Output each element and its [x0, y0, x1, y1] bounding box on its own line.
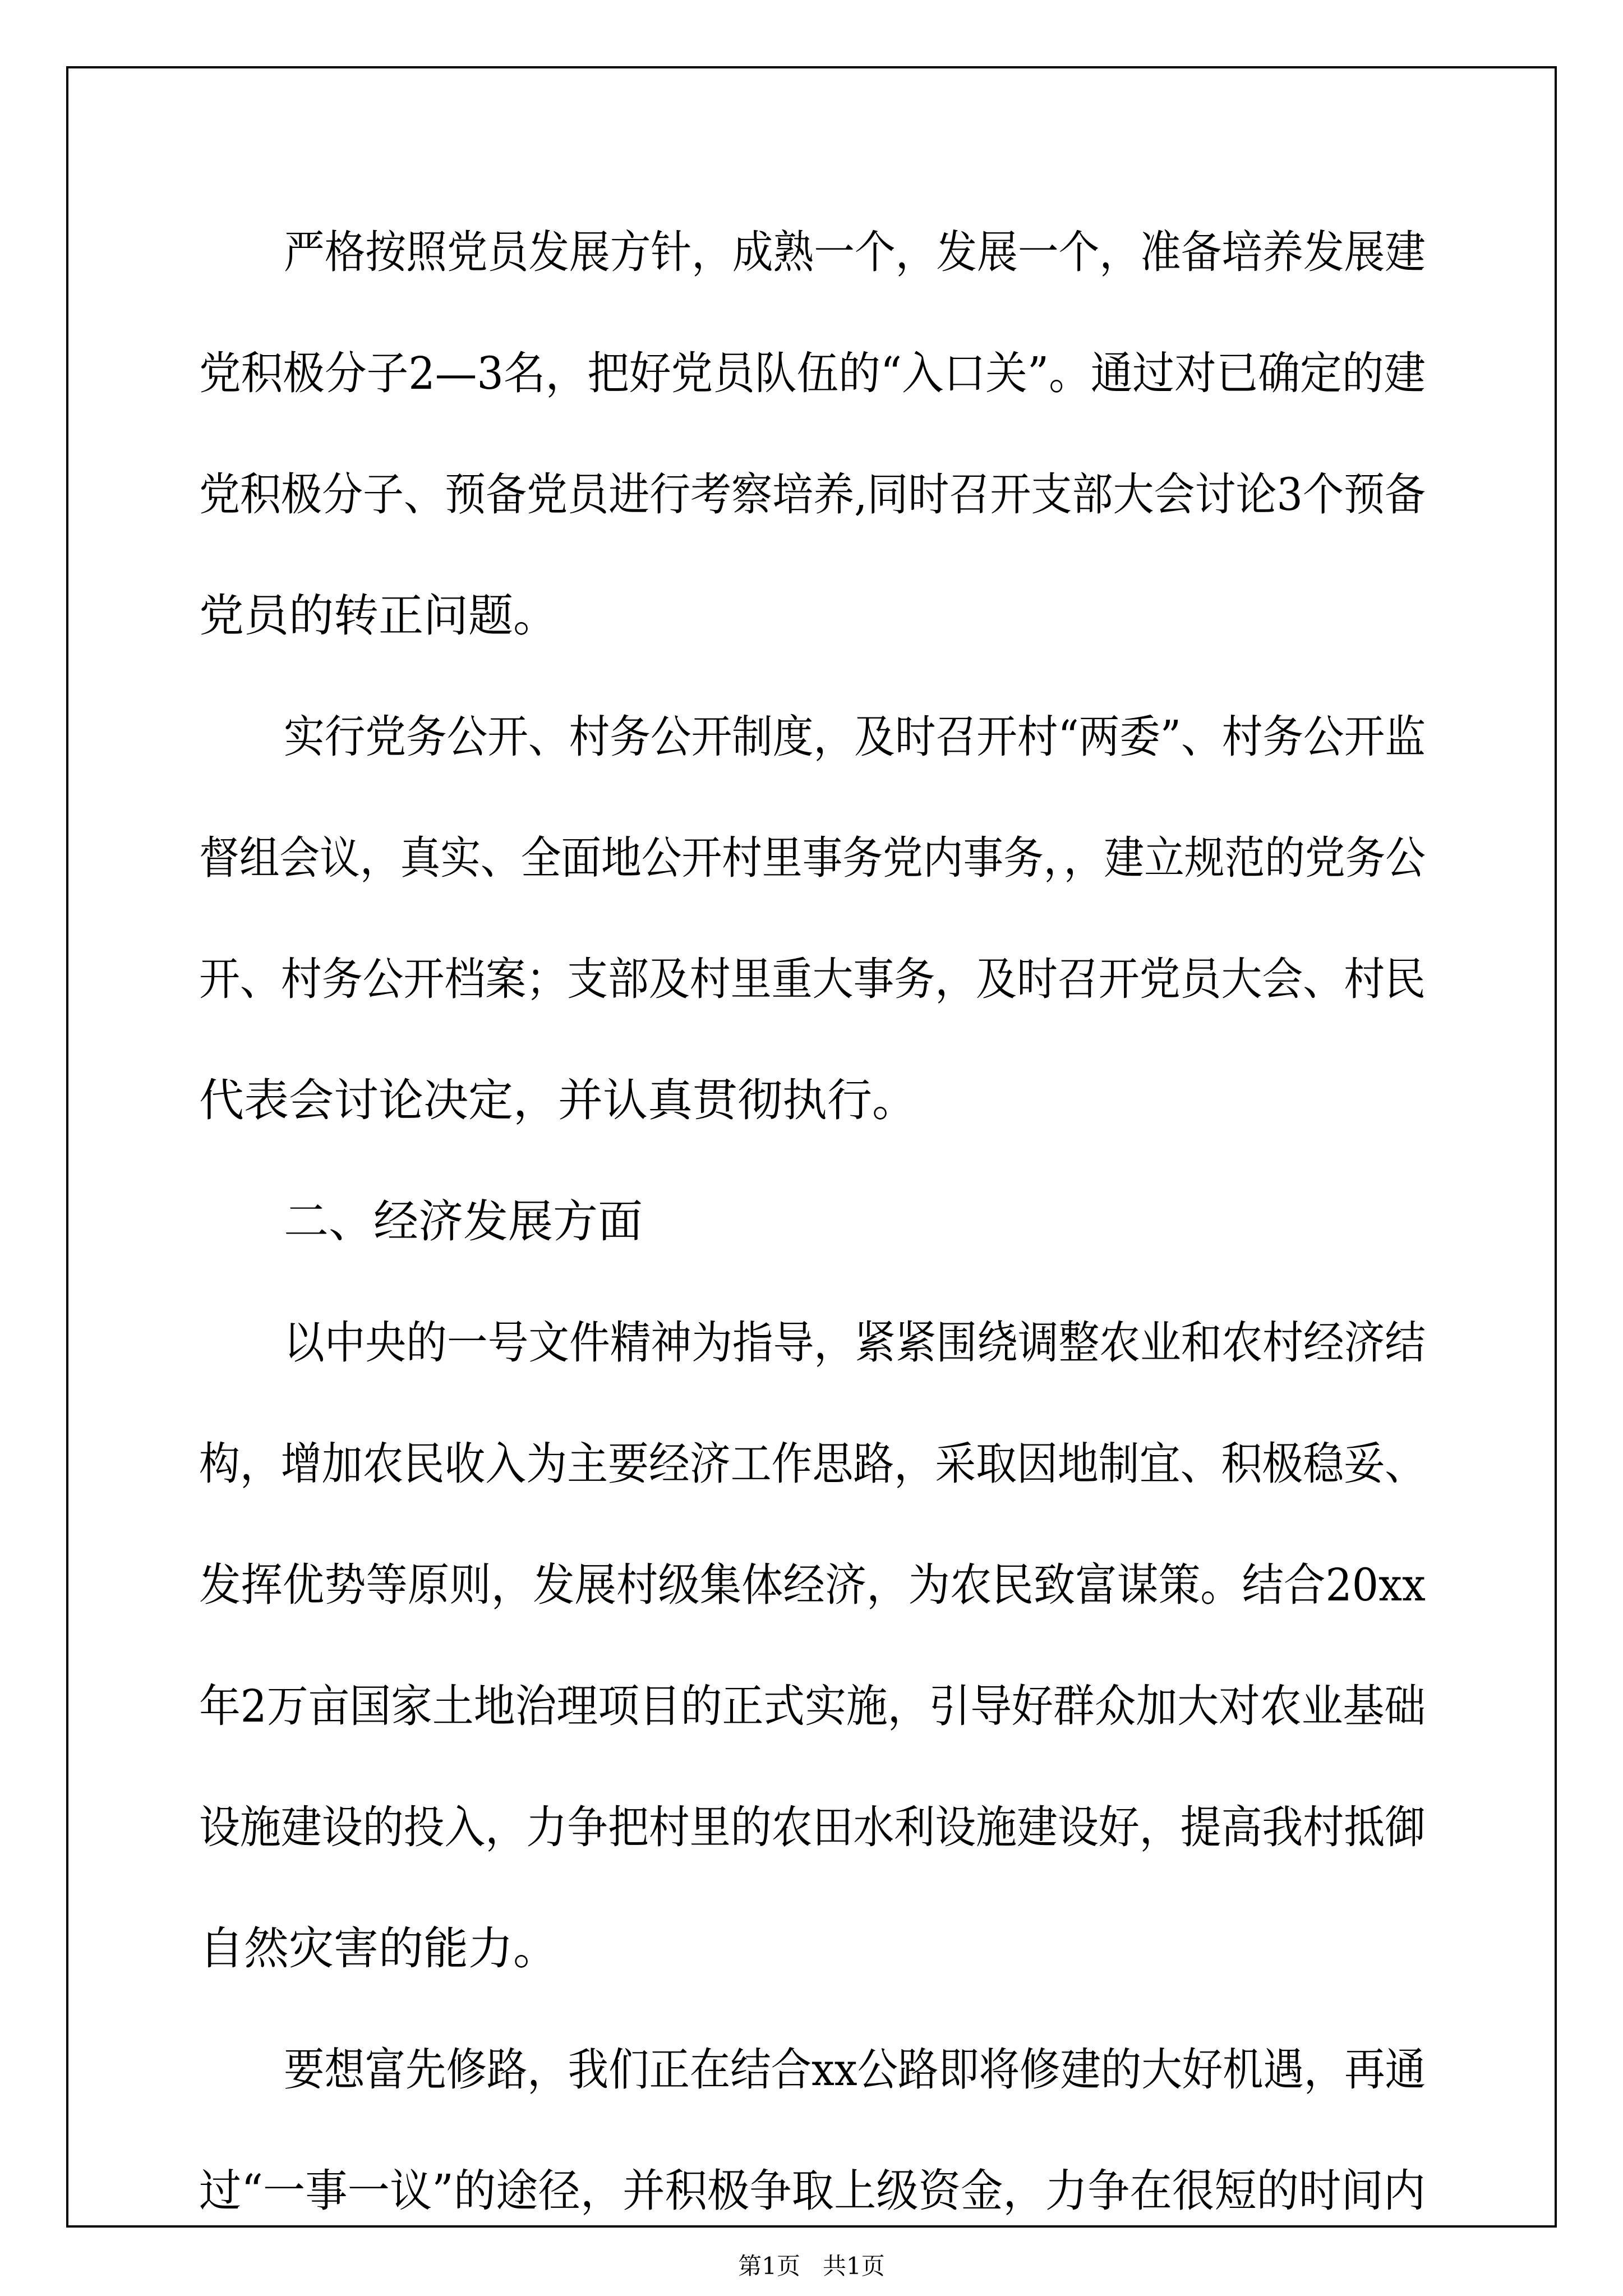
paragraph-2-line-4: 代表会讨论决定，并认真贯彻执行。 — [199, 1074, 917, 1126]
paragraph-4-line-2: 过“一事一议”的途径，并积极争取上级资金，力争在很短的时间内 — [199, 2165, 1426, 2217]
paragraph-3-line-2: 构，增加农民收入为主要经济工作思路，采取因地制宜、积极稳妥、 — [199, 1438, 1426, 1490]
paragraph-3-line-3: 发挥优势等原则，发展村级集体经济，为农民致富谋策。结合20xx — [199, 1559, 1426, 1611]
paragraph-3-line-4: 年2万亩国家土地治理项目的正式实施，引导好群众加大对农业基础 — [199, 1680, 1426, 1732]
section-heading: 二、经济发展方面 — [284, 1195, 643, 1248]
paragraph-2-line-1: 实行党务公开、村务公开制度，及时召开村“两委”、村务公开监 — [284, 711, 1426, 763]
paragraph-1-line-1: 严格按照党员发展方针，成熟一个，发展一个，准备培养发展建 — [284, 226, 1426, 278]
paragraph-1-line-3: 党积极分子、预备党员进行考察培养,同时召开支部大会讨论3个预备 — [199, 468, 1426, 521]
paragraph-3-line-1: 以中央的一号文件精神为指导，紧紧围绕调整农业和农村经济结 — [284, 1317, 1426, 1369]
paragraph-4-line-1: 要想富先修路，我们正在结合xx公路即将修建的大好机遇，再通 — [284, 2044, 1426, 2096]
page-footer: 第1页 共1页 — [738, 2252, 885, 2280]
paragraph-1-line-2: 党积极分子2—3名，把好党员队伍的“入口关”。通过对已确定的建 — [199, 347, 1426, 399]
paragraph-3-line-6: 自然灾害的能力。 — [199, 1922, 558, 1975]
paragraph-3-line-5: 设施建设的投入，力争把村里的农田水利设施建设好，提高我村抵御 — [199, 1801, 1426, 1853]
paragraph-2-line-2: 督组会议，真实、全面地公开村里事务党内事务，，建立规范的党务公 — [199, 832, 1426, 884]
paragraph-1-line-4: 党员的转正问题。 — [199, 590, 558, 642]
paragraph-2-line-3: 开、村务公开档案；支部及村里重大事务，及时召开党员大会、村民 — [199, 953, 1426, 1005]
